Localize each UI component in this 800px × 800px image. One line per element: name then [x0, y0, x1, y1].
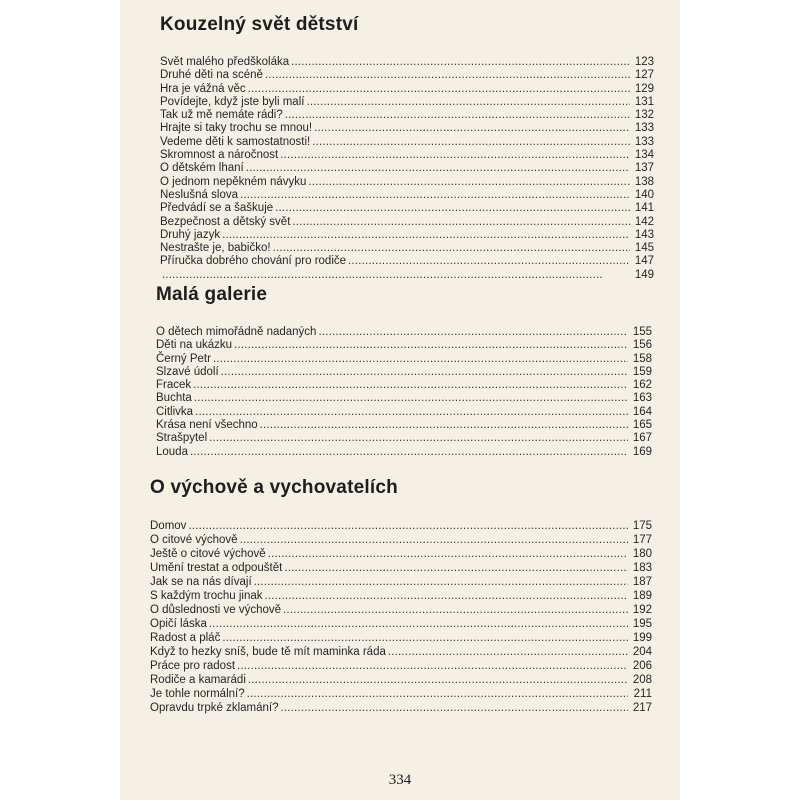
toc-entry	[160, 255, 654, 268]
dot-leader	[248, 673, 628, 687]
toc-entry-page: 211	[633, 688, 652, 700]
dot-leader	[306, 96, 630, 109]
toc-entry-page: 167	[632, 432, 652, 445]
toc-entry	[150, 561, 652, 575]
toc-entry	[156, 366, 652, 379]
toc-entry-page: 133	[634, 122, 654, 135]
toc-entry-title: Fracek	[156, 379, 192, 392]
toc-entry	[160, 229, 654, 242]
toc-entry	[150, 575, 652, 589]
toc-entry-page: 131	[634, 95, 654, 108]
toc-entry-title: Ještě o citové výchově	[150, 548, 266, 560]
toc-entry-title: Domov	[150, 520, 187, 532]
toc-entry-page: 134	[634, 149, 654, 162]
dot-leader	[292, 216, 630, 229]
toc-entry-title: Bezpečnost a dětský svět	[160, 215, 291, 228]
toc-entry-page: 199	[632, 632, 652, 644]
toc-entry	[150, 701, 652, 715]
toc-entry-page: 143	[634, 228, 654, 241]
toc-entry-page: 165	[632, 419, 652, 432]
dot-leader	[280, 149, 630, 162]
dot-leader	[248, 83, 630, 96]
toc-entry	[150, 673, 652, 687]
dot-leader	[388, 645, 628, 659]
toc-list	[150, 519, 652, 715]
toc-entry-title: Druhý jazyk	[160, 228, 221, 241]
toc-entry	[160, 189, 654, 202]
toc-entry-page: 156	[632, 339, 652, 352]
toc-entry-page: 159	[632, 365, 652, 378]
toc-entry	[150, 617, 652, 631]
toc-entry-title: Skromnost a náročnost	[160, 149, 279, 162]
toc-entry-page: 133	[634, 135, 654, 148]
toc-entry-title: Je tohle normální?	[150, 688, 245, 700]
toc-section-mala-galerie	[156, 284, 652, 459]
dot-leader	[318, 326, 628, 339]
dot-leader	[312, 136, 630, 149]
toc-section-kouzelny-svet-detstvi	[160, 14, 654, 282]
toc-entry	[150, 603, 652, 617]
toc-entry-page: 177	[632, 534, 652, 546]
toc-entry-page: 138	[634, 175, 654, 188]
toc-entry-title: O jednom nepěkném návyku	[160, 175, 307, 188]
toc-entry-page: 158	[632, 352, 652, 365]
dot-leader	[188, 519, 628, 533]
dot-leader	[265, 69, 630, 82]
toc-entry-title: Rodiče a kamarádi	[150, 674, 246, 686]
toc-entry-title: Hrajte si taky trochu se mnou!	[160, 122, 313, 135]
toc-entry	[156, 432, 652, 445]
toc-list	[156, 326, 652, 459]
dot-leader	[222, 631, 628, 645]
dot-leader	[195, 406, 628, 419]
toc-entry-title: Černý Petr	[156, 352, 211, 365]
toc-entry-title: O citové výchově	[150, 534, 238, 546]
toc-entry	[160, 269, 654, 282]
dot-leader	[209, 432, 628, 445]
toc-entry-title: Když to hezky sníš, bude tě mít maminka ráda	[150, 646, 386, 658]
toc-entry-page: 162	[632, 379, 652, 392]
toc-entry	[156, 419, 652, 432]
toc-entry-title: O důslednosti ve výchově	[150, 604, 282, 616]
toc-entry	[150, 519, 652, 533]
dot-leader	[222, 229, 630, 242]
toc-entry-title: Druhé děti na scéně	[160, 69, 263, 82]
toc-entry-title: Slzavé údolí	[156, 365, 219, 378]
dot-leader	[193, 379, 628, 392]
toc-entry	[160, 242, 654, 255]
dot-leader	[280, 701, 628, 715]
dot-leader	[162, 269, 630, 282]
toc-entry-title: Buchta	[156, 392, 192, 405]
toc-entry	[160, 56, 654, 69]
dot-leader	[194, 392, 628, 405]
dot-leader	[190, 446, 628, 459]
toc-entry-page: 141	[634, 202, 654, 215]
toc-entry	[156, 353, 652, 366]
toc-entry-title: Citlivka	[156, 405, 194, 418]
toc-list	[160, 56, 654, 282]
toc-entry-page: 206	[632, 660, 652, 672]
dot-leader	[221, 366, 628, 379]
dot-leader	[246, 162, 630, 175]
toc-entry	[160, 216, 654, 229]
toc-entry	[156, 406, 652, 419]
toc-entry-page: 195	[632, 618, 652, 630]
toc-entry-title: Umění trestat a odpouštět	[150, 562, 283, 574]
toc-entry-title: Krása není všechno	[156, 419, 258, 432]
dot-leader	[348, 255, 630, 268]
dot-leader	[240, 189, 630, 202]
dot-leader	[237, 659, 628, 673]
toc-entry-page: 163	[632, 392, 652, 405]
dot-leader	[240, 533, 628, 547]
toc-entry-title: Povídejte, když jste byli malí	[160, 95, 305, 108]
dot-leader	[308, 176, 630, 189]
toc-entry	[156, 446, 652, 459]
dot-leader	[284, 561, 628, 575]
toc-entry-title: Příručka dobrého chování pro rodiče	[160, 255, 347, 268]
dot-leader	[209, 617, 628, 631]
toc-entry-page: 127	[634, 69, 654, 82]
toc-entry-title: Svět malého předškoláka	[160, 56, 290, 68]
toc-entry	[160, 83, 654, 96]
toc-entry	[160, 176, 654, 189]
dot-leader	[247, 687, 628, 701]
dot-leader	[254, 575, 628, 589]
dot-leader	[265, 589, 629, 603]
toc-entry	[160, 149, 654, 162]
toc-entry-page: 180	[632, 548, 652, 560]
dot-leader	[314, 122, 630, 135]
toc-entry-page: 169	[632, 445, 652, 458]
toc-entry	[160, 109, 654, 122]
toc-entry-page: 217	[632, 702, 652, 714]
toc-entry-title: S každým trochu jinak	[150, 590, 263, 602]
toc-entry-page: 145	[634, 242, 654, 255]
toc-entry	[156, 392, 652, 405]
toc-entry-page: 183	[632, 562, 652, 574]
toc-entry-title: Strašpytel	[156, 432, 208, 445]
toc-entry-title: Louda	[156, 445, 188, 458]
toc-entry-title: Tak už mě nemáte rádi?	[160, 109, 283, 122]
section-heading: O výchově a vychovatelích	[150, 477, 398, 498]
toc-entry	[160, 136, 654, 149]
toc-entry	[156, 326, 652, 339]
toc-entry-page: 192	[632, 604, 652, 616]
toc-entry	[150, 631, 652, 645]
toc-entry-page: 164	[632, 405, 652, 418]
dot-leader	[260, 419, 628, 432]
toc-entry-title: Vedeme děti k samostatnosti!	[160, 135, 311, 148]
section-heading: Kouzelný svět dětství	[160, 14, 359, 35]
toc-entry-title: Radost a pláč	[150, 632, 221, 644]
toc-entry-page: 142	[634, 215, 654, 228]
toc-entry-page: 129	[634, 82, 654, 95]
toc-entry	[156, 339, 652, 352]
toc-entry-title: Nestrašte je, babičko!	[160, 242, 271, 255]
toc-entry	[160, 69, 654, 82]
dot-leader	[234, 339, 628, 352]
toc-entry-title: Hra je vážná věc	[160, 82, 246, 95]
toc-section-o-vychove-a-vychovatelich	[150, 477, 652, 715]
toc-entry	[160, 122, 654, 135]
dot-leader	[268, 547, 628, 561]
section-heading: Malá galerie	[156, 284, 268, 305]
toc-entry	[156, 379, 652, 392]
toc-entry	[150, 547, 652, 561]
toc-entry	[150, 659, 652, 673]
toc-entry-title: Předvádí se a šaškuje	[160, 202, 274, 215]
dot-leader	[283, 603, 628, 617]
toc-entry	[150, 645, 652, 659]
toc-entry-page: 204	[632, 646, 652, 658]
dot-leader	[275, 202, 630, 215]
toc-entry-page: 155	[632, 326, 652, 338]
dot-leader	[213, 353, 628, 366]
toc-entry-title: O dětském lhaní	[160, 162, 244, 175]
toc-entry-page: 132	[634, 109, 654, 122]
toc-entry	[150, 687, 652, 701]
toc-entry-page: 123	[634, 56, 654, 68]
page-number: 334	[388, 772, 412, 788]
toc-entry-page: 208	[632, 674, 652, 686]
toc-entry-page: 189	[632, 590, 652, 602]
dot-leader	[273, 242, 630, 255]
toc-entry-title: Jak se na nás dívají	[150, 576, 252, 588]
toc-entry-title: Opičí láska	[150, 618, 207, 630]
toc-entry-title: Děti na ukázku	[156, 339, 233, 352]
toc-entry-page: 137	[634, 162, 654, 175]
toc-entry	[150, 533, 652, 547]
toc-entry-page: 147	[634, 255, 654, 268]
toc-entry	[160, 96, 654, 109]
toc-entry-page: 149	[634, 268, 654, 281]
toc-entry-title: Práce pro radost	[150, 660, 236, 672]
toc-entry-page: 140	[634, 188, 654, 201]
dot-leader	[291, 56, 630, 69]
toc-entry-page: 175	[632, 520, 652, 532]
dot-leader	[285, 109, 630, 122]
toc-entry-title: Opravdu trpké zklamání?	[150, 702, 279, 714]
toc-entry	[160, 202, 654, 215]
toc-entry	[160, 162, 654, 175]
toc-entry-title: O dětech mimořádně nadaných	[156, 326, 317, 338]
toc-entry-title: Neslušná slova	[160, 188, 238, 201]
toc-entry	[150, 589, 652, 603]
toc-entry-page: 187	[632, 576, 652, 588]
